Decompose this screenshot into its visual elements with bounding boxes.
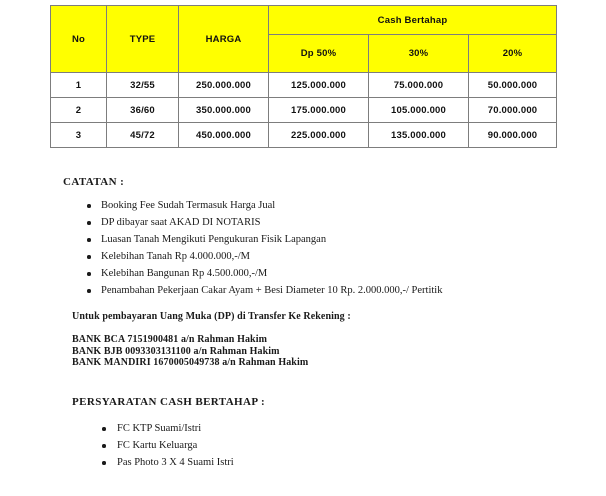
bank-account-bca: BANK BCA 7151900481 a/n Rahman Hakim [72,334,268,345]
list-item: DP dibayar saat AKAD DI NOTARIS [63,214,563,231]
col-header-dp50: Dp 50% [269,35,369,73]
list-item: FC Kartu Keluarga [72,437,552,454]
cell-no: 2 [51,98,107,123]
requirements-list [72,420,552,471]
notes-heading: CATATAN : [63,176,125,188]
table-row [51,123,557,148]
cell-harga: 450.000.000 [179,123,269,148]
list-item: Luasan Tanah Mengikuti Pengukuran Fisik Lapangan [63,231,563,248]
cell-harga: 350.000.000 [179,98,269,123]
col-header-type: TYPE [107,6,179,73]
list-item: Kelebihan Bangunan Rp 4.500.000,-/M [63,265,563,282]
price-table-body [51,73,557,148]
transfer-heading: Untuk pembayaran Uang Muka (DP) di Transfer Ke Rekening : [72,311,351,322]
cell-type: 36/60 [107,98,179,123]
price-table-container [50,5,556,148]
cell-30: 135.000.000 [369,123,469,148]
cell-type: 32/55 [107,73,179,98]
list-item: FC KTP Suami/Istri [72,420,552,437]
cell-no: 3 [51,123,107,148]
price-table [50,5,557,148]
col-header-harga: HARGA [179,6,269,73]
cell-type: 45/72 [107,123,179,148]
col-header-no: No [51,6,107,73]
list-item: Booking Fee Sudah Termasuk Harga Jual [63,197,563,214]
notes-list [63,197,563,299]
cell-dp50: 125.000.000 [269,73,369,98]
cell-harga: 250.000.000 [179,73,269,98]
table-header-row-top [51,6,557,35]
transfer-section [72,311,552,369]
cell-dp50: 225.000.000 [269,123,369,148]
list-item: Kelebihan Tanah Rp 4.000.000,-/M [63,248,563,265]
requirements-section [72,396,552,471]
table-row [51,73,557,98]
list-item: Penambahan Pekerjaan Cakar Ayam + Besi Diameter 10 Rp. 2.000.000,-/ Pertitik [63,282,563,299]
price-table-head [51,6,557,73]
col-group-header-cash-bertahap: Cash Bertahap [269,6,557,35]
bank-account-mandiri: BANK MANDIRI 1670005049738 a/n Rahman Hakim [72,357,309,368]
col-header-20: 20% [469,35,557,73]
cell-30: 75.000.000 [369,73,469,98]
requirements-heading: PERSYARATAN CASH BERTAHAP : [72,396,266,408]
table-row [51,98,557,123]
cell-30: 105.000.000 [369,98,469,123]
cell-no: 1 [51,73,107,98]
list-item: Pas Photo 3 X 4 Suami Istri [72,454,552,471]
notes-section [63,176,563,299]
bank-account-list [72,334,552,369]
cell-20: 70.000.000 [469,98,557,123]
cell-20: 90.000.000 [469,123,557,148]
cell-20: 50.000.000 [469,73,557,98]
col-header-30: 30% [369,35,469,73]
bank-account-bjb: BANK BJB 0093303131100 a/n Rahman Hakim [72,345,280,357]
cell-dp50: 175.000.000 [269,98,369,123]
